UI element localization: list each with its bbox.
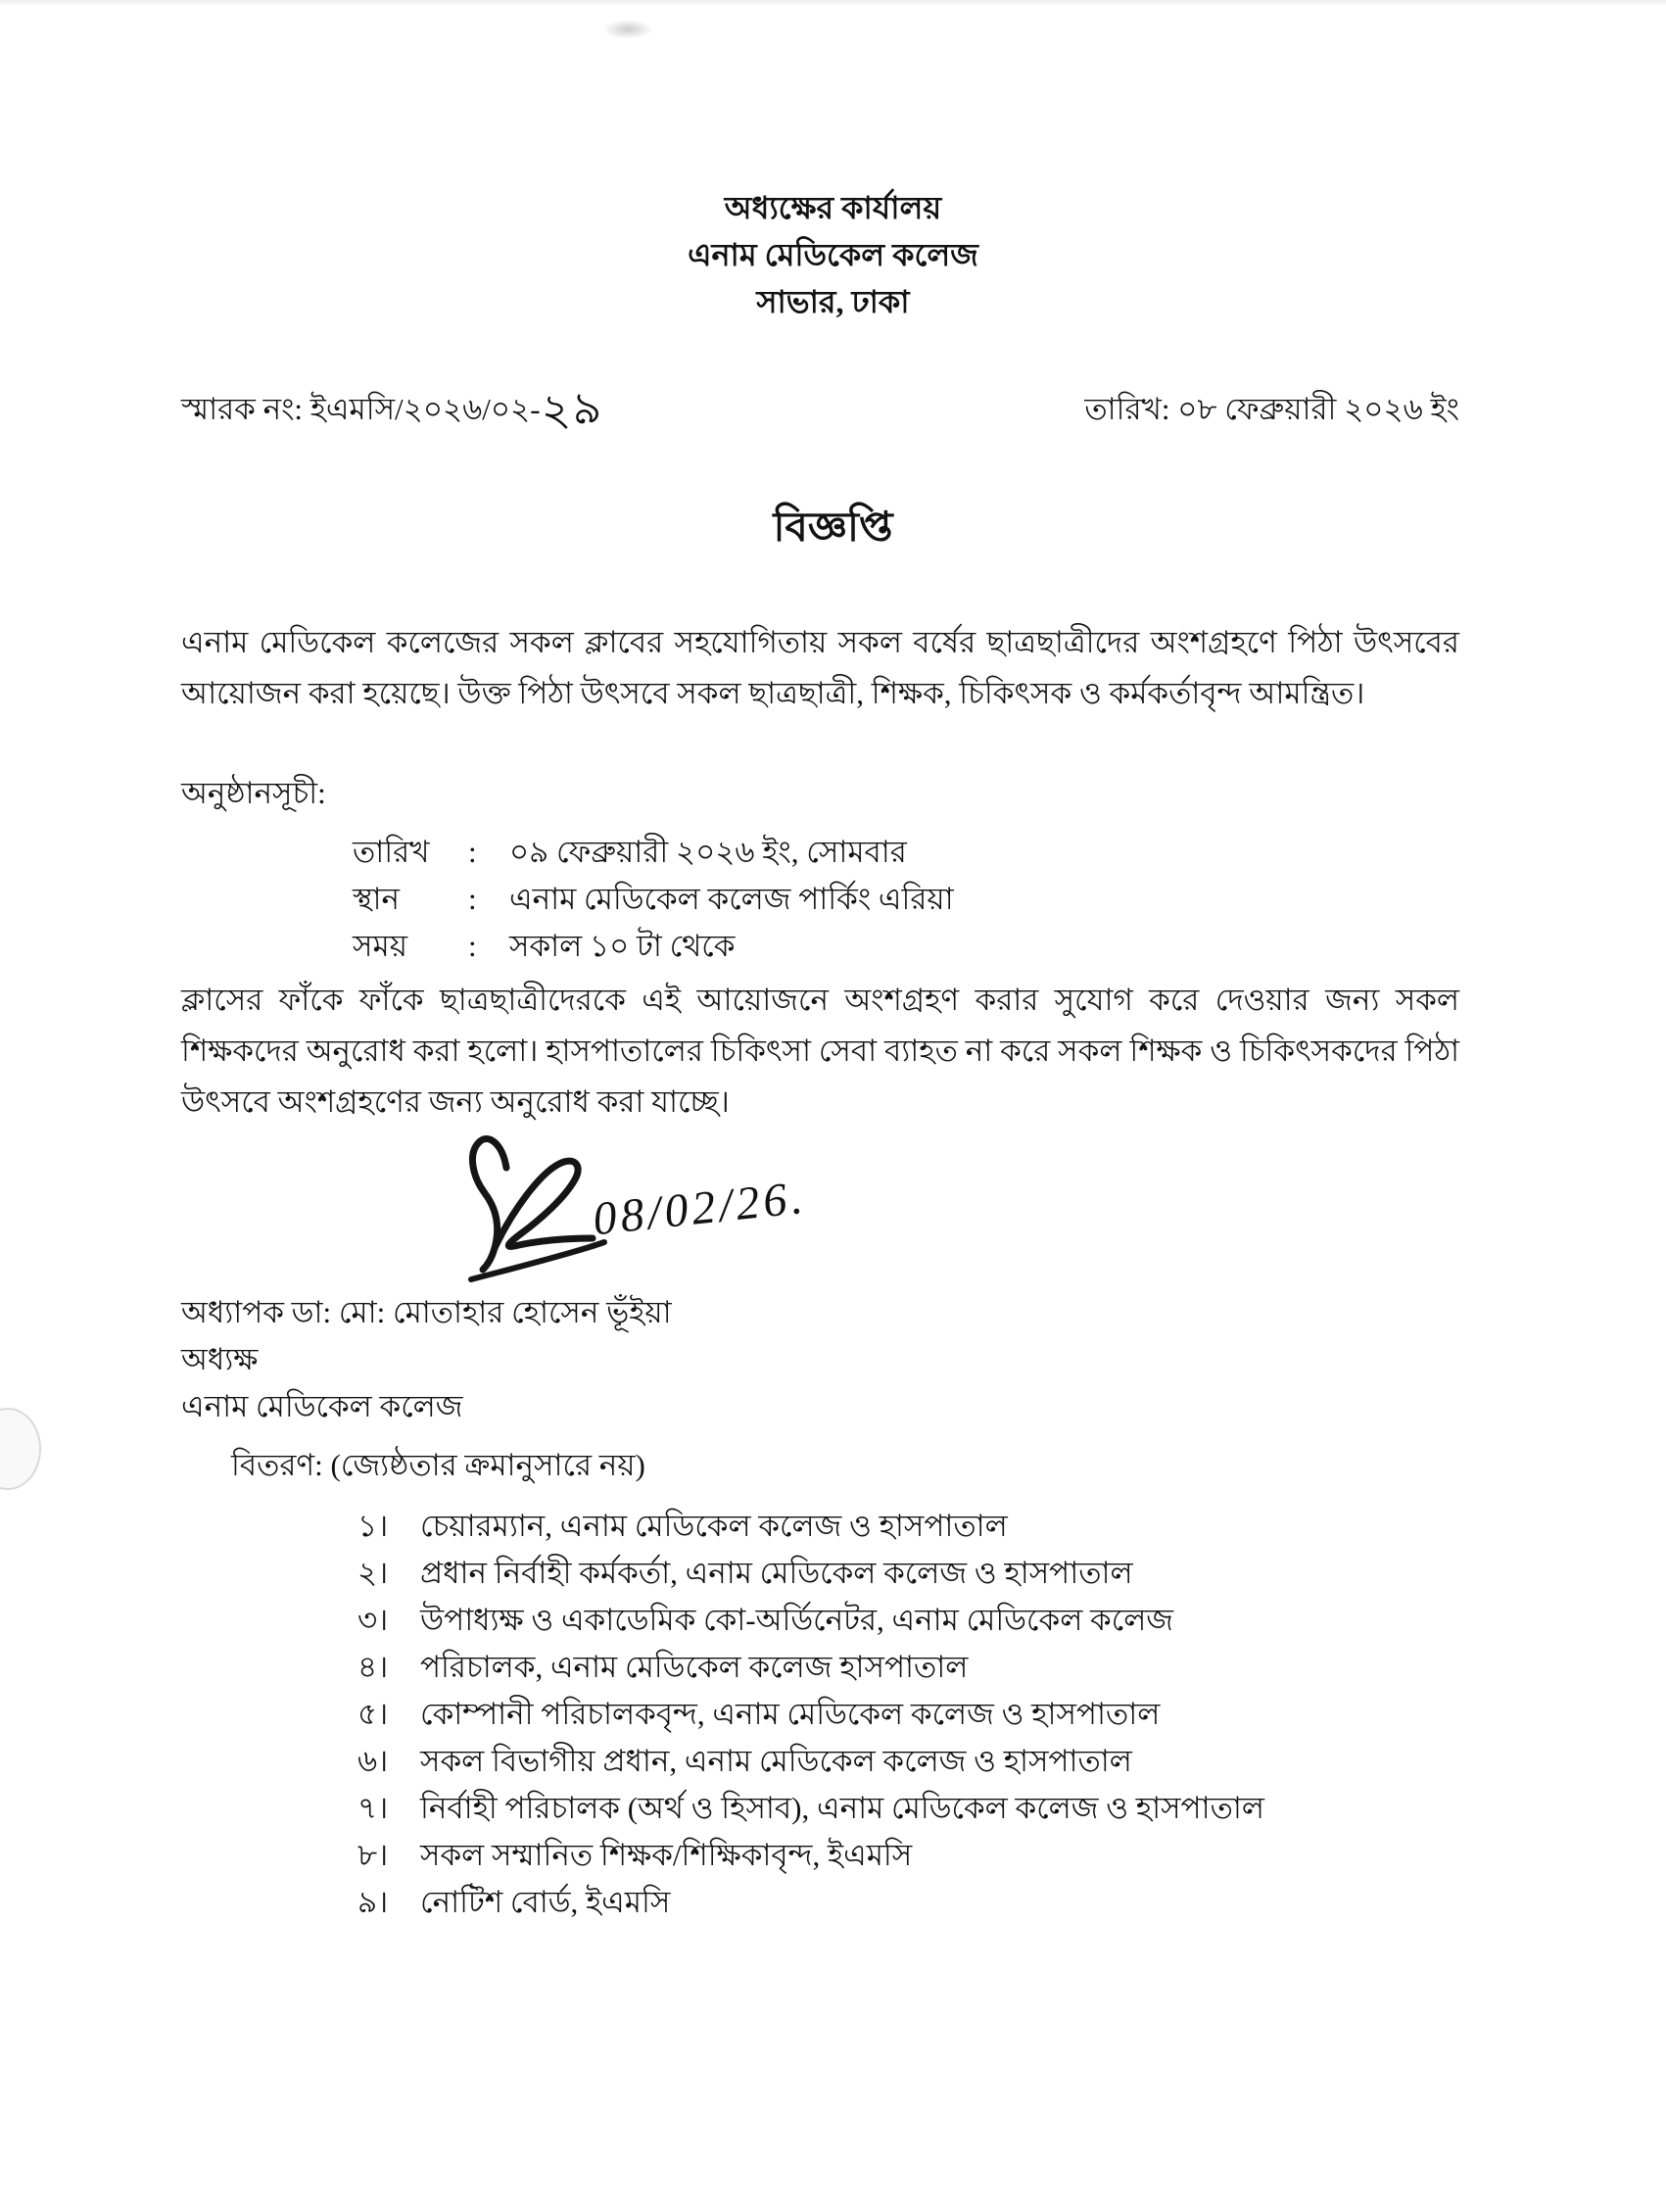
scan-edge-artifact [0, 0, 1666, 6]
distribution-item [357, 1740, 1264, 1787]
distribution-item-text: চেয়ারম্যান, এনাম মেডিকেল কলেজ ও হাসপাতাল [420, 1509, 1008, 1543]
schedule-label: সময় [353, 929, 407, 963]
scan-smudge-artifact [602, 20, 653, 39]
distribution-item-number: ২। [357, 1556, 389, 1590]
signatory-block [181, 1289, 672, 1430]
date-line: তারিখ: ০৮ ফেব্রুয়ারী ২০২৬ ইং [1084, 392, 1459, 426]
distribution-item-number: ৮। [357, 1838, 389, 1872]
distribution-item-text: নোটিশ বোর্ড, ইএমসি [420, 1885, 671, 1919]
schedule-row [353, 923, 954, 970]
distribution-item-number: ৭। [357, 1791, 389, 1825]
institution-location: সাভার, ঢাকা [756, 284, 910, 319]
distribution-item [357, 1552, 1264, 1599]
memo-number-typed: স্মারক নং: ইএমসি/২০২৬/০২- [181, 392, 541, 426]
signatory-organization: এনাম মেডিকেল কলেজ [181, 1389, 463, 1423]
schedule-value: সকাল ১০ টা থেকে [509, 929, 736, 963]
punch-hole-artifact [0, 1408, 41, 1490]
distribution-item-text: উপাধ্যক্ষ ও একাডেমিক কো-অর্ডিনেটর, এনাম মেডিকেল কলেজ [420, 1603, 1174, 1637]
distribution-list [357, 1505, 1264, 1928]
schedule-value: এনাম মেডিকেল কলেজ পার্কিং এরিয়া [509, 882, 954, 916]
distribution-item [357, 1599, 1264, 1646]
signatory-name: অধ্যাপক ডা: মো: মোতাহার হোসেন ভূঁইয়া [181, 1295, 672, 1329]
distribution-item-number: ৫। [357, 1697, 389, 1731]
distribution-item-text: সকল সম্মানিত শিক্ষক/শিক্ষিকাবৃন্দ, ইএমসি [420, 1838, 913, 1872]
distribution-item-number: ৪। [357, 1650, 389, 1684]
letterhead [0, 184, 1666, 325]
signature-date-handwritten: 08/02/26. [590, 1171, 809, 1246]
distribution-item [357, 1646, 1264, 1693]
distribution-item-number: ১। [357, 1509, 389, 1543]
distribution-item [357, 1787, 1264, 1834]
distribution-item-text: প্রধান নির্বাহী কর্মকর্তা, এনাম মেডিকেল কলেজ ও হাসপাতাল [420, 1556, 1133, 1590]
schedule-heading: অনুষ্ঠানসূচী: [181, 776, 326, 810]
intro-paragraph: এনাম মেডিকেল কলেজের সকল ক্লাবের সহযোগিতায় সকল বর্ষের ছাত্রছাত্রীদের অংশগ্রহণে পিঠা উৎসবের আয়োজন করা হয়েছে। উক্ত পিঠা উৎসবে সকল ছাত্রছাত্রী, শিক্ষক, চিকিৎসক ও কর্মকর্তাবৃন্দ আমন্ত্রিত। [181, 625, 1459, 710]
institution-name: এনাম মেডিকেল কলেজ [688, 237, 978, 272]
distribution-item-text: কোম্পানী পরিচালকবৃন্দ, এনাম মেডিকেল কলেজ ও হাসপাতাল [420, 1697, 1161, 1731]
schedule-separator: : [468, 835, 477, 869]
schedule-value: ০৯ ফেব্রুয়ারী ২০২৬ ইং, সোমবার [509, 835, 907, 869]
request-paragraph: ক্লাসের ফাঁকে ফাঁকে ছাত্রছাত্রীদেরকে এই আয়োজনে অংশগ্রহণ করার সুযোগ করে দেওয়ার জন্য সকল শিক্ষকদের অনুরোধ করা হলো। হাসপাতালের চিকিৎসা সেবা ব্যাহত না করে সকল শিক্ষক ও চিকিৎসকদের পিঠা উৎসবে অংশগ্রহণের জন্য অনুরোধ করা যাচ্ছে। [181, 983, 1459, 1119]
signatory-designation: অধ্যক্ষ [181, 1342, 259, 1376]
notice-title: বিজ্ঞপ্তি [773, 505, 893, 551]
distribution-item-text: সকল বিভাগীয় প্রধান, এনাম মেডিকেল কলেজ ও হাসপাতাল [420, 1744, 1132, 1778]
schedule-row [353, 876, 954, 923]
distribution-item [357, 1834, 1264, 1881]
distribution-item-number: ৩। [357, 1603, 389, 1637]
distribution-item-number: ৯। [357, 1885, 389, 1919]
distribution-item-text: পরিচালক, এনাম মেডিকেল কলেজ হাসপাতাল [420, 1650, 969, 1684]
distribution-heading: বিতরণ: (জ্যেষ্ঠতার ক্রমানুসারে নয়) [231, 1448, 645, 1482]
distribution-item [357, 1881, 1264, 1928]
office-name: অধ্যক্ষের কার্যালয় [724, 190, 942, 225]
distribution-item-number: ৬। [357, 1744, 389, 1778]
memo-number-handwritten: ২৯ [539, 381, 605, 437]
schedule-label: স্থান [353, 882, 401, 916]
distribution-item-text: নির্বাহী পরিচালক (অর্থ ও হিসাব), এনাম মেডিকেল কলেজ ও হাসপাতাল [420, 1791, 1264, 1825]
schedule-row [353, 829, 954, 876]
memo-number [181, 381, 605, 437]
distribution-item [357, 1693, 1264, 1740]
distribution-item [357, 1505, 1264, 1552]
schedule-separator: : [468, 882, 477, 916]
schedule-separator: : [468, 929, 477, 963]
signature-area [446, 1117, 1053, 1303]
schedule-list [353, 829, 954, 970]
schedule-label: তারিখ [353, 835, 430, 869]
memo-date-row [181, 381, 1459, 437]
